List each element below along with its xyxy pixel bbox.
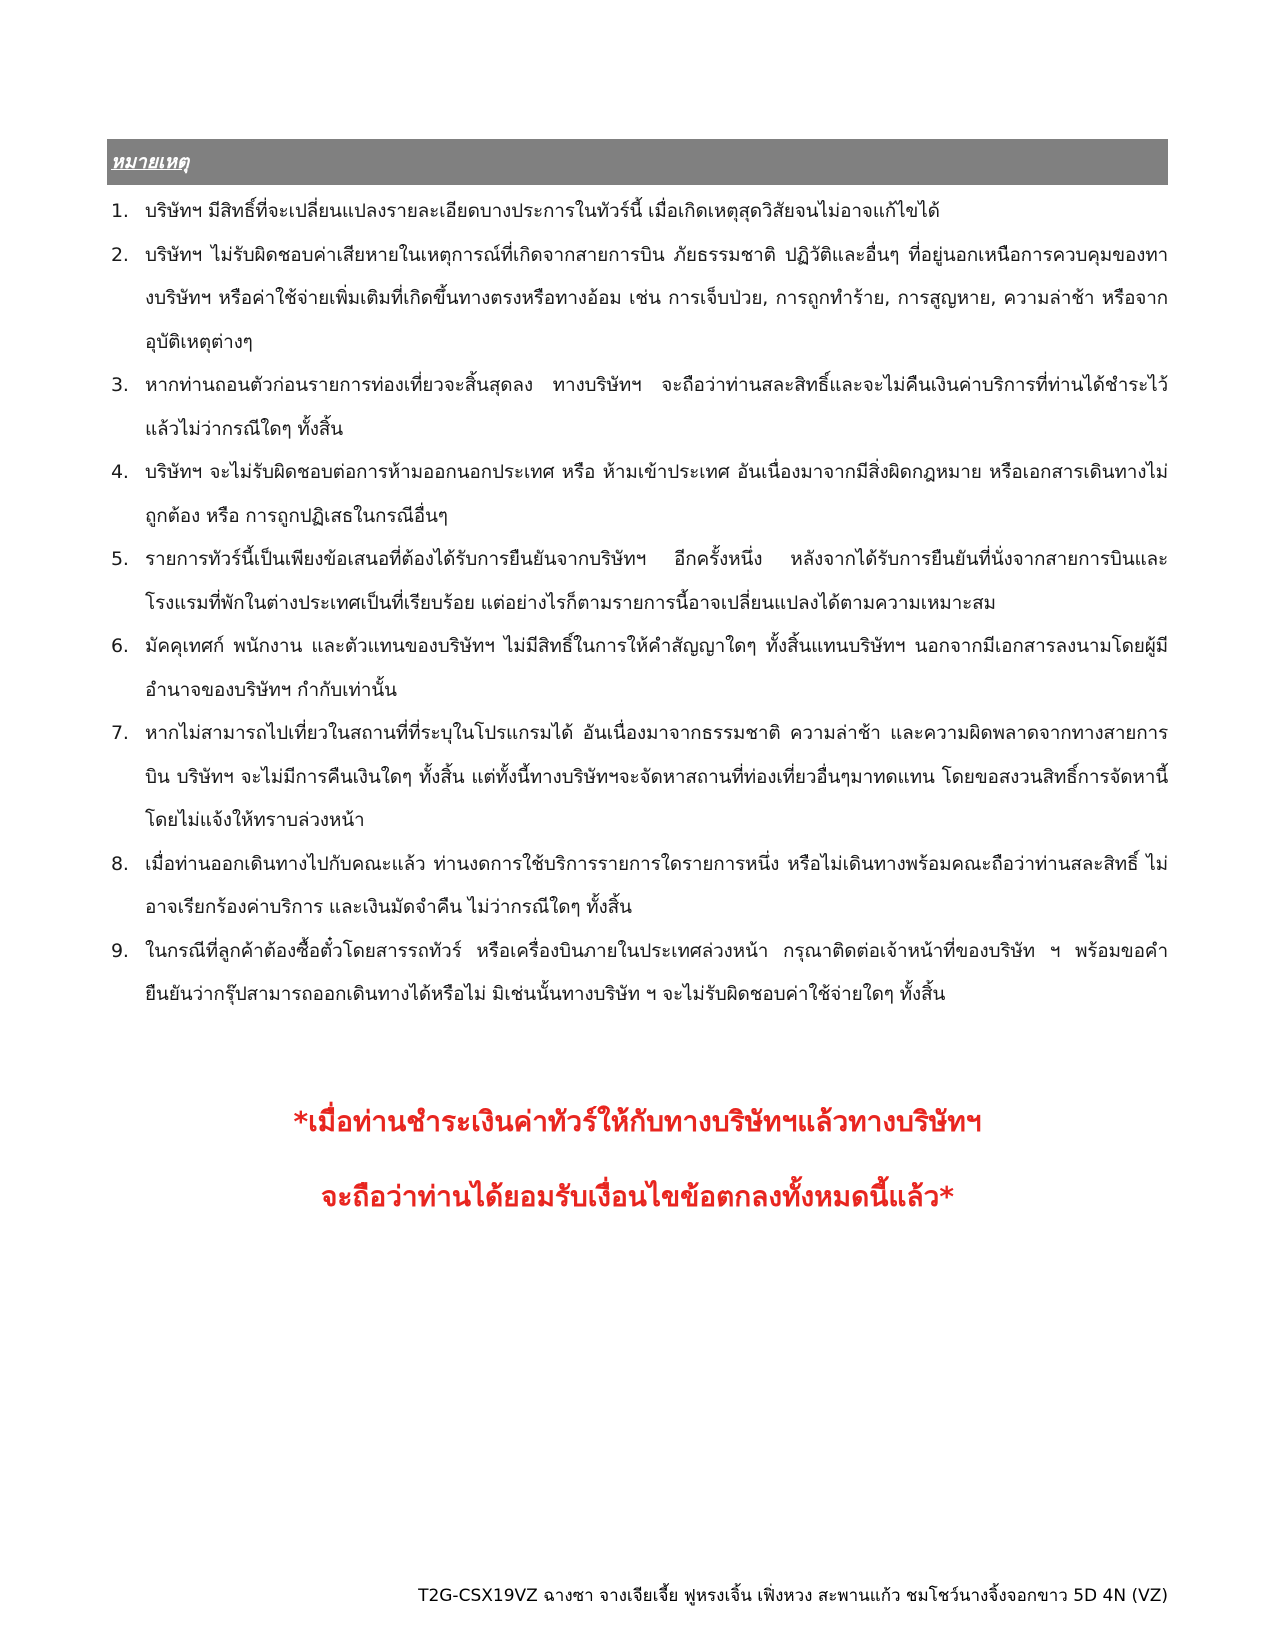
note-text: หากท่านถอนตัวก่อนรายการท่องเที่ยวจะสิ้นสุดลง ทางบริษัทฯ จะถือว่าท่านสละสิทธิ์และจะไม่คืนเงินค่าบริการที่ท่านได้ชำระไว้แล้วไม่ว่ากรณีใดๆ ทั้งสิ้น [145,374,1168,440]
note-text: รายการทัวร์นี้เป็นเพียงข้อเสนอที่ต้องได้รับการยืนยันจากบริษัทฯ อีกครั้งหนึ่ง หลังจากได้รับการยืนยันที่นั่งจากสายการบินและโรงแรมที่พักในต่างประเทศเป็นที่เรียบร้อย แต่อย่างไรก็ตามรายการนี้อาจเปลี่ยนแปลงได้ตามความเหมาะสม [145,548,1168,614]
note-item [107,930,1168,1017]
section-header-bar [107,139,1168,185]
note-text: เมื่อท่านออกเดินทางไปกับคณะแล้ว ท่านงดการใช้บริการรายการใดรายการหนึ่ง หรือไม่เดินทางพร้อมคณะถือว่าท่านสละสิทธิ์ ไม่อาจเรียกร้องค่าบริการ และเงินมัดจำคืน ไม่ว่ากรณีใดๆ ทั้งสิ้น [145,852,1168,918]
note-item [107,234,1168,365]
note-number: 1. [111,200,129,222]
note-text: มัคคุเทศก์ พนักงาน และตัวแทนของบริษัทฯ ไม่มีสิทธิ์ในการให้คำสัญญาใดๆ ทั้งสิ้นแทนบริษัทฯ นอกจากมีเอกสารลงนามโดยผู้มีอำนาจของบริษัทฯ กำกับเท่านั้น [145,635,1168,701]
note-text: บริษัทฯ จะไม่รับผิดชอบต่อการห้ามออกนอกประเทศ หรือ ห้ามเข้าประเทศ อันเนื่องมาจากมีสิ่งผิดกฎหมาย หรือเอกสารเดินทางไม่ถูกต้อง หรือ การถูกปฏิเสธในกรณีอื่นๆ [145,461,1168,527]
note-number: 5. [111,548,129,570]
note-text: ในกรณีที่ลูกค้าต้องซื้อตั๋วโดยสารรถทัวร์ หรือเครื่องบินภายในประเทศล่วงหน้า กรุณาติดต่อเจ้าหน้าที่ของบริษัท ฯ พร้อมขอคำยืนยันว่ากรุ๊ปสามารถออกเดินทางได้หรือไม่ มิเช่นนั้นทางบริษัท ฯ จะไม่รับผิดชอบค่าใช้จ่ายใดๆ ทั้งสิ้น [145,939,1168,1005]
note-number: 8. [111,852,129,875]
note-number: 4. [111,461,129,483]
note-item [107,190,1168,234]
note-item [107,364,1168,451]
note-item [107,712,1168,843]
notes-list [107,190,1168,1017]
closing-statement-line-2: จะถือว่าท่านได้ยอมรับเงื่อนไขข้อตกลงทั้งหมดนี้แล้ว* [320,1180,955,1213]
note-item [107,625,1168,712]
note-item [107,451,1168,538]
note-number: 7. [111,722,129,744]
note-item [107,843,1168,930]
note-text: หากไม่สามารถไปเที่ยวในสถานที่ที่ระบุในโปรแกรมได้ อันเนื่องมาจากธรรมชาติ ความล่าช้า และความผิดพลาดจากทางสายการบิน บริษัทฯ จะไม่มีการคืนเงินใดๆ ทั้งสิ้น แต่ทั้งนี้ทางบริษัทฯจะจัดหาสถานที่ท่องเที่ยวอื่นๆมาทดแทน โดยขอสงวนสิทธิ์การจัดหานี้โดยไม่แจ้งให้ทราบล่วงหน้า [145,722,1168,831]
note-text: บริษัทฯ ไม่รับผิดชอบค่าเสียหายในเหตุการณ์ที่เกิดจากสายการบิน ภัยธรรมชาติ ปฏิวัติและอื่นๆ ที่อยู่นอกเหนือการควบคุมของทางบริษัทฯ หรือค่าใช้จ่ายเพิ่มเติมที่เกิดขึ้นทางตรงหรือทางอ้อม เช่น การเจ็บป่วย, การถูกทำร้าย, การสูญหาย, ความล่าช้า หรือจากอุบัติเหตุต่างๆ [145,243,1168,353]
note-text: บริษัทฯ มีสิทธิ์ที่จะเปลี่ยนแปลงรายละเอียดบางประการในทัวร์นี้ เมื่อเกิดเหตุสุดวิสัยจนไม่อาจแก้ไขได้ [145,200,940,222]
note-number: 9. [111,939,129,962]
note-number: 2. [111,243,129,266]
note-item [107,538,1168,625]
closing-statement-line-1: *เมื่อท่านชำระเงินค่าทัวร์ให้กับทางบริษัทฯแล้วทางบริษัทฯ [293,1105,982,1138]
note-number: 3. [111,374,129,396]
section-title: หมายเหตุ [111,151,190,173]
note-number: 6. [111,635,129,657]
footer-tour-code: T2G-CSX19VZ ฉางซา จางเจียเจี้ย ฟูหรงเจิ้น เฟิ่งหวง สะพานแก้ว ชมโชว์นางจิ้งจอกขาว 5D 4N (VZ) [418,1586,1168,1606]
